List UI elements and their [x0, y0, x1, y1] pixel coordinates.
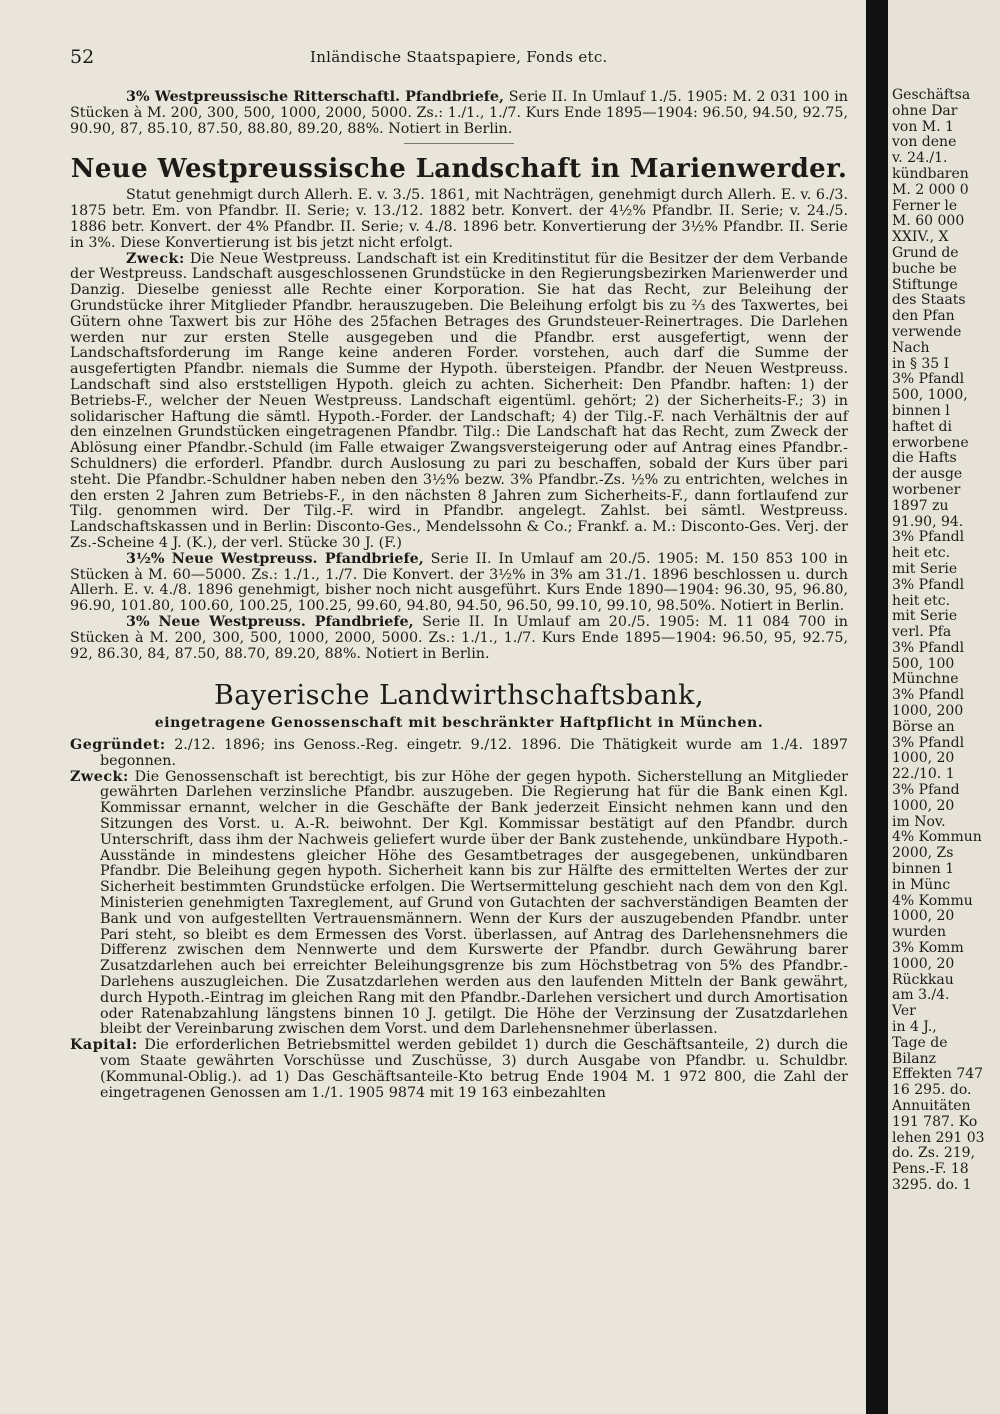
right-page-line: 3% Pfandl: [892, 687, 965, 704]
right-page-line: do. Zs. 219,: [892, 1145, 976, 1162]
right-page-line: erworbene: [892, 434, 969, 451]
right-page-line: 4% Kommu: [892, 892, 973, 909]
section-title-bayerische: Bayerische Landwirthschaftsbank,: [213, 680, 705, 712]
right-page-line: 3295. do. 1: [892, 1176, 972, 1193]
right-page-line: 3% Pfandl: [892, 576, 965, 593]
right-page-line: 3% Pfandl: [892, 371, 965, 388]
right-page-line: 1000, 20: [892, 908, 955, 925]
right-page-line: Ver: [892, 1003, 916, 1020]
pfandbriefe-3-5-entry: [70, 552, 848, 615]
right-page-line: Börse an: [892, 718, 955, 735]
right-page-line: von M. 1: [892, 118, 954, 135]
gegruendet-label: Gegründet:: [70, 737, 166, 754]
entry-text: Serie II. In Umlauf 1./5. 1905: M. 2 031 100 in Stücken à M. 200, 300, 500, 1000, 2000, 5000. Zs.: 1./1., 1./7. Kurs Ende 1895—1904: 96.50, 94.50, 92.75, 90.90, 87, 85.10, 87.50, 88.80, 89.20, 88%. Notiert in Berlin.: [70, 89, 848, 137]
right-page-line: in Münc: [892, 876, 951, 893]
running-title: Inländische Staatspapiere, Fonds etc.: [310, 48, 608, 66]
section-divider: [404, 143, 514, 144]
right-page-line: ohne Dar: [892, 102, 958, 119]
right-page-line: 3% Pfandl: [892, 639, 965, 656]
right-page-line: Bilanz: [892, 1050, 936, 1067]
right-page-line: lehen 291 03: [892, 1129, 985, 1146]
right-page-line: 22./10. 1: [892, 766, 955, 783]
page-number: 52: [70, 46, 95, 68]
right-page-line: 1000, 20: [892, 797, 955, 814]
right-page-line: 500, 100: [892, 655, 955, 672]
right-page-line: des Staats: [892, 292, 966, 309]
right-page-line: Tage de: [892, 1034, 948, 1051]
right-page-line: 3% Komm: [892, 940, 964, 957]
entry-heading: 3½% Neue Westpreuss. Pfandbriefe,: [126, 550, 424, 567]
gegruendet-text: 2./12. 1896; ins Genoss.-Reg. eingetr. 9./12. 1896. Die Thätigkeit wurde am 1./4. 1897 begonnen.: [100, 737, 848, 769]
zweck-label: Zweck:: [126, 250, 185, 267]
right-page-line: Grund de: [892, 244, 959, 261]
zweck-label: Zweck:: [70, 768, 129, 785]
right-page-line: wurden: [892, 924, 946, 941]
right-page-line: Pens.-F. 18: [892, 1161, 969, 1178]
right-page-line: 1897 zu: [892, 497, 949, 514]
right-page-line: Geschäftsa: [892, 87, 971, 103]
right-page-line: 1000, 20: [892, 750, 955, 767]
right-page-fragment: [888, 0, 1000, 1414]
right-page-line: Effekten 747: [892, 1066, 984, 1083]
entry-text: Serie II. In Umlauf am 20./5. 1905: M. 11 084 700 in Stücken à M. 200, 300, 500, 1000, 2000, 5000. Zs.: 1./1., 1./7. Kurs Ende 1895—1904: 96.50, 95, 92.75, 92, 86.30, 84, 87.50, 88.70, 89.20, 88%. Notiert in Berlin.: [70, 613, 848, 662]
kapital-paragraph: [70, 1038, 848, 1101]
right-page-line: im Nov.: [892, 813, 946, 830]
right-page-line: M. 2 000 0: [892, 181, 969, 198]
right-page-line: binnen l: [892, 402, 950, 419]
right-page-line: 1000, 20: [892, 955, 955, 972]
right-page-line: Nach: [892, 339, 930, 356]
entry-heading: 3% Westpreussische Ritterschaftl. Pfandbriefe,: [126, 89, 505, 105]
right-page-line: heit etc.: [892, 545, 951, 562]
right-page-line: Ferner le: [892, 197, 958, 214]
right-page-line: haftet di: [892, 418, 952, 435]
right-page-line: 3% Pfand: [892, 782, 960, 799]
right-page-line: Annuitäten: [892, 1098, 971, 1114]
right-page-line: M. 60 000: [892, 213, 965, 230]
right-page-line: v. 24./1.: [892, 150, 948, 167]
right-page-line: 16 295. do.: [892, 1082, 972, 1099]
right-page-line: 3% Pfandl: [892, 529, 965, 546]
zweck-paragraph-bank: [70, 770, 848, 1039]
right-page-line: heit etc.: [892, 592, 951, 609]
zweck-paragraph: [70, 252, 848, 552]
right-page-line: binnen 1: [892, 861, 955, 878]
entry-heading: 3% Neue Westpreuss. Pfandbriefe,: [126, 613, 414, 630]
right-page-line: mit Serie: [892, 560, 958, 577]
right-page-line: in § 35 I: [892, 355, 950, 372]
zweck-text: Die Genossenschaft ist berechtigt, bis zur Höhe der gegen hypoth. Sicherstellung an Mitglieder gewährten Darlehen verzinsliche Pfandbr. auszugeben. Die Regierung hat für die Bank einen Kgl. Kommissar ernannt, welcher in die Geschäfte der Bank jederzeit Einsicht nehmen kann und den Sitzungen des Vorst. u. A.-R. beiwohnt. Der Kgl. Kommissar bestätigt auf den Pfandbr. durch Unterschrift, dass ihm der Nachweis geliefert wurde über der Bank zustehende, unkündbare Hypoth.-Ausstände in mindestens gleicher Höhe des Gesamtbetrages der ausgegebenen, unkündbaren Pfandbr. Die Beleihung gegen hypoth. Sicherheit kann bis zur Hälfte des ermittelten Wertes der zur Sicherheit bestimmten Grundstücke erfolgen. Die Wertsermittelung geschieht nach dem von den Kgl. Ministerien genehmigten Taxreglement, auf Grund von Gutachten der sachverständigen Beamten der Bank und von aufgestellten Vertrauensmännern. Wenn der Kurs der auszugebenden Pfandbr. unter Pari steht, so bleibt es dem Ermessen des Vorst. überlassen, auf Antrag des Darlehensnehmers die Differenz zwischen dem Nennwerte und dem Kurswerte der Pfandbr. durch Gewährung barer Zusatzdarlehen auch bei erreichter Beleihungsgrenze bis zum Höchstbetrag von 5% des Pfandbr.-Darlehens auszugleichen. Die Zusatzdarlehen werden aus den laufenden Mitteln der Bank gewährt, durch Hypoth.-Eintrag im gleichen Rang mit den Pfandbr.-Darlehen versichert und durch Amortisation oder Ratenabzahlung längstens binnen 10 J. getilgt. Die Höhe der Verzinsung der Zusatzdarlehen bleibt der Vereinbarung zwischen dem Vorst. und dem Darlehensnehmer überlassen.: [100, 768, 848, 1038]
section-subtitle: eingetragene Genossenschaft mit beschränkter Haftpflicht in München.: [154, 715, 764, 732]
right-page-line: den Pfan: [892, 308, 955, 325]
right-page-line: kündbaren: [892, 165, 969, 182]
right-page-line: verl. Pfa: [892, 624, 952, 641]
gegruendet-paragraph: [70, 738, 848, 770]
kapital-text: Die erforderlichen Betriebsmittel werden gebildet 1) durch die Geschäftsanteile, 2) durch die vom Staate gewährten Vorschüsse und Zuschüsse, 3) durch Ausgabe von Pfandbr. u. Schuldbr. (Kommunal-Oblig.). ad 1) Das Geschäftsanteile-Kto betrug Ende 1904 M. 1 972 800, die Zahl der eingetragenen Genossen am 1./1. 1905 9874 mit 19 163 einbezahlten: [100, 1037, 848, 1101]
right-page-line: 191 787. Ko: [892, 1113, 978, 1130]
right-page-line: von dene: [892, 134, 957, 151]
right-page-line: 1000, 200: [892, 703, 964, 720]
right-page-line: buche be: [892, 260, 957, 277]
right-page-line: 4% Kommun: [892, 829, 982, 846]
right-page-line: 91.90, 94.: [892, 513, 964, 530]
kapital-label: Kapital:: [70, 1037, 138, 1054]
main-column: [70, 90, 848, 1101]
right-page-line: Münchne: [892, 671, 959, 688]
westpr-ritterschaft-entry: [70, 90, 848, 137]
right-page-line: der ausge: [892, 466, 963, 483]
statut-paragraph: Statut genehmigt durch Allerh. E. v. 3./5. 1861, mit Nachträgen, genehmigt durch Allerh. E. v. 6./3. 1875 betr. Em. von Pfandbr. II. Serie; v. 13./12. 1882 betr. Konvert. der 4½% Pfandbr. II. Serie; v. 24./5. 1886 betr. Konvert. der 4% Pfandbr. II. Serie; v. 4./8. 1896 betr. Konvertierung der 3½% Pfandbr. II. Serie in 3%. Diese Konvertierung ist bis jetzt nicht erfolgt.: [70, 187, 848, 251]
entry-text: Serie II. In Umlauf am 20./5. 1905: M. 150 853 100 in Stücken à M. 60—5000. Zs.: 1./1., 1./7. Die Konvert. der 3½% in 3% am 31./1. 1896 beschlossen u. durch Allerh. E. v. 4./8. 1896 genehmigt, bisher noch nicht ausgeführt. Kurs Ende 1890—1904: 96.30, 95, 96.80, 96.90, 101.80, 100.60, 100.25, 100.25, 99.60, 94.80, 94.50, 96.50, 99.10, 99.10, 98.50%. Notiert in Berlin.: [70, 550, 849, 615]
right-page-line: Stiftunge: [892, 276, 958, 293]
page-header: [70, 46, 850, 70]
right-page-line: Rückkau: [892, 971, 954, 988]
right-page-line: in 4 J.,: [892, 1019, 937, 1036]
section-title-neue-westpreussische: Neue Westpreussische Landschaft in Marienwerder.: [70, 154, 848, 185]
right-page-line: am 3./4.: [892, 987, 950, 1004]
right-page-line: verwende: [892, 323, 962, 340]
book-gutter: [866, 0, 888, 1414]
right-page-line: XXIV., X: [892, 229, 949, 246]
right-page-line: mit Serie: [892, 608, 958, 625]
zweck-text: Die Neue Westpreuss. Landschaft ist ein Kreditinstitut für die Besitzer der dem Verbande der Westpreuss. Landschaft ausgeschlossenen Grundstücke in den Regierungsbezirken Marienwerder und Danzig. Dieselbe geniesst alle Rechte einer Korporation. Sie hat das Recht, zur Beleihung der Grundstücke ihrer Mitglieder Pfandbr. herauszugeben. Die Beleihung erfolgt bis zu ⅔ des Taxwertes, bei Gütern ohne Taxwert bis zur Höhe des 25fachen Betrages des Grundsteuer-Reinertrages. Die Darlehen werden nur zur ersten Stelle ausgegeben und die Pfandbr. erst ausgefertigt, wenn der Landschaftsforderung im Range keine anderen Forder. vorstehen, auch darf die Summe der ausgefertigten Pfandbr. niemals die Summe der Hypoth. übersteigen. Pfandbr. der Neuen Westpreuss. Landschaft sind also erststelligen Hypoth. gleich zu achten. Sicherheit: Den Pfandbr. haften: 1) der Betriebs-F., welcher der Neuen Westpreuss. Landschaft eigentüml. gehört; 2) der Sicherheits-F.; 3) in solidarischer Haftung die sämtl. Hypoth.-Forder. der Landschaft; 4) der Tilg.-F. nach Verhältnis der auf den einzelnen Grundstücken eingetragenen Pfandbr. Tilg.: Die Landschaft hat das Recht, zum Zweck der Ablösung einer Pfandbr.-Schuld (im Falle etwaiger Zwangsversteigerung oder auf Antrag eines Pfandbr.-Schuldners) die erforderl. Pfandbr. durch Auslosung zu pari zu beschaffen, sobald der Kurs über pari steht. Die Pfandbr.-Schuldner haben neben den 3½% bezw. 3% Pfandbr.-Zs. ½% zu entrichten, welches in den ersten 2 Jahren zum Betriebs-F., in den nächsten 8 Jahren zum Sicherheits-F., dann fortlaufend zur Tilg. genommen wird. Der Tilg.-F. wird in Pfandbr. angelegt. Zahlst. bei sämtl. Westpreuss. Landschaftskassen und in Berlin: Disconto-Ges., Mendelssohn & Co.; Frankf. a. M.: Disconto-Ges. Verj. der Zs.-Scheine 4 J. (K.), der verl. Stücke 30 J. (F.): [70, 250, 848, 551]
right-page-line: 3% Pfandl: [892, 734, 965, 751]
pfandbriefe-3-entry: [70, 615, 848, 662]
right-page-line: 500, 1000,: [892, 387, 968, 404]
right-page-line: die Hafts: [892, 450, 957, 467]
right-page-lines: [888, 88, 1000, 1194]
right-page-line: 2000, Zs: [892, 845, 954, 862]
right-page-line: worbener: [892, 481, 961, 498]
